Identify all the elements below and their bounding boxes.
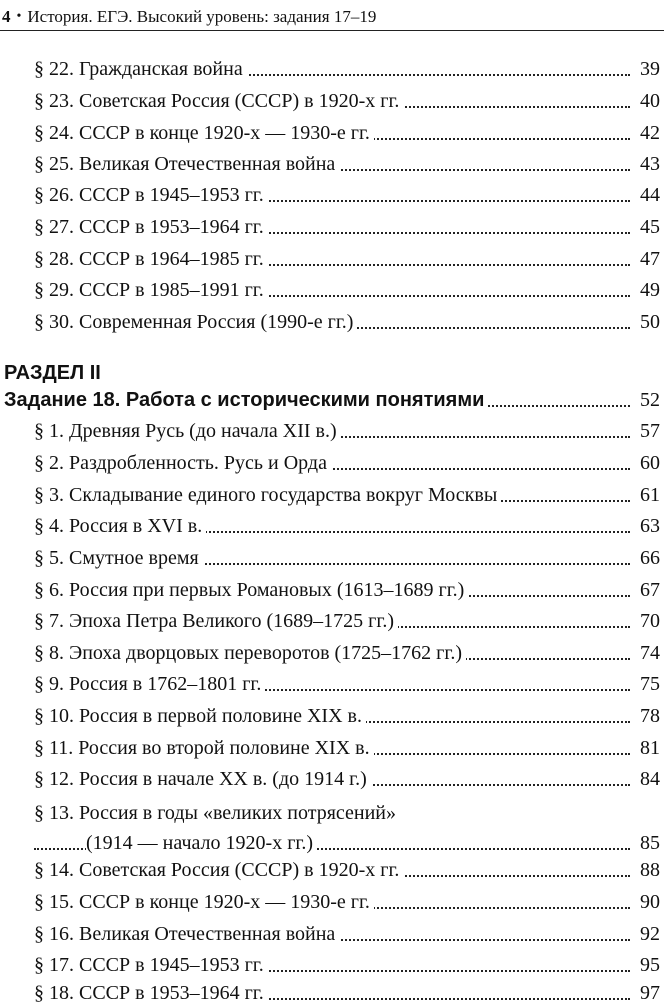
- toc-entry-label: § 2. Раздробленность. Русь и Орда: [34, 448, 331, 478]
- toc-entry[interactable]: [0, 86, 664, 116]
- toc-task-entry[interactable]: [0, 385, 664, 415]
- toc-entry-label: § 4. Россия в XVI в.: [34, 511, 206, 541]
- toc-entry[interactable]: [0, 887, 664, 917]
- toc-entry-page: 44: [636, 180, 660, 210]
- toc-entry[interactable]: [0, 212, 664, 242]
- toc-entry-label: § 25. Великая Отечественная война: [34, 149, 339, 179]
- toc-entry-page: 61: [636, 480, 660, 510]
- toc-entry-label: § 12. Россия в начале XX в. (до 1914 г.): [34, 764, 371, 794]
- toc-entry[interactable]: [0, 733, 664, 763]
- toc-entry-page: 50: [636, 307, 660, 337]
- toc-entry-label: § 17. СССР в 1945–1953 гг.: [34, 950, 268, 980]
- toc-entry[interactable]: [0, 244, 664, 274]
- toc-entry-page: 88: [636, 855, 660, 885]
- toc-entry-page: 66: [636, 543, 660, 573]
- header-bullet: •: [16, 9, 22, 24]
- toc-entry-label: § 14. Советская Россия (СССР) в 1920-х гг.: [34, 855, 403, 885]
- toc-entry[interactable]: [0, 919, 664, 949]
- toc-entry[interactable]: [0, 54, 664, 84]
- toc-entry[interactable]: [0, 575, 664, 605]
- toc-entry-label: § 9. Россия в 1762–1801 гг.: [34, 669, 265, 699]
- toc-entry-page: 43: [636, 149, 660, 179]
- toc-entry-label: § 6. Россия при первых Романовых (1613–1689 гг.): [34, 575, 468, 605]
- toc-entry-label: § 18. СССР в 1953–1964 гг.: [34, 978, 268, 1008]
- toc-entry[interactable]: [0, 855, 664, 885]
- toc-entry[interactable]: [0, 701, 664, 731]
- toc-entry-label: § 27. СССР в 1953–1964 гг.: [34, 212, 268, 242]
- toc-entry[interactable]: [0, 543, 664, 573]
- toc-entry-page: 95: [636, 950, 660, 980]
- toc-entry[interactable]: [0, 180, 664, 210]
- toc-entry-page: 57: [636, 416, 660, 446]
- toc-entry-label: § 16. Великая Отечественная война: [34, 919, 339, 949]
- toc-entry-label: § 1. Древняя Русь (до начала XII в.): [34, 416, 341, 446]
- toc-entry-label: § 5. Смутное время: [34, 543, 203, 573]
- toc-entry-page: 90: [636, 887, 660, 917]
- toc-entry[interactable]: [0, 149, 664, 179]
- toc-entry-page: 67: [636, 575, 660, 605]
- toc-entry-page: 60: [636, 448, 660, 478]
- toc-entry[interactable]: [0, 669, 664, 699]
- toc-entry[interactable]: [0, 606, 664, 636]
- section-heading: РАЗДЕЛ II: [4, 362, 101, 384]
- toc-entry[interactable]: [0, 307, 664, 337]
- toc-task-page: 52: [636, 385, 660, 415]
- toc-entry-label-continued: (1914 — начало 1920-х гг.): [86, 828, 317, 858]
- toc-entry-page: 70: [636, 606, 660, 636]
- toc-entry-label: § 15. СССР в конце 1920-х — 1930-е гг.: [34, 887, 374, 917]
- toc-entry-page: 85: [636, 828, 660, 858]
- toc-task-label: Задание 18. Работа с историческими понятиями: [4, 385, 488, 415]
- toc-entry-two-line[interactable]: [0, 798, 664, 858]
- toc-entry-page: 45: [636, 212, 660, 242]
- toc-entry-page: 49: [636, 275, 660, 305]
- toc-entry[interactable]: [0, 480, 664, 510]
- toc-entry-label: § 30. Современная Россия (1990-е гг.): [34, 307, 357, 337]
- toc-entry-page: 97: [636, 978, 660, 1008]
- toc-entry-label: § 28. СССР в 1964–1985 гг.: [34, 244, 268, 274]
- toc-entry-page: 42: [636, 118, 660, 148]
- toc-entry[interactable]: [0, 448, 664, 478]
- toc-entry[interactable]: [0, 950, 664, 980]
- toc-entry[interactable]: [0, 638, 664, 668]
- toc-entry[interactable]: [0, 416, 664, 446]
- toc-entry-label: § 11. Россия во второй половине XIX в.: [34, 733, 374, 763]
- toc-entry-label: § 10. Россия в первой половине XIX в.: [34, 701, 366, 731]
- toc-entry-label: § 7. Эпоха Петра Великого (1689–1725 гг.): [34, 606, 398, 636]
- toc-entry[interactable]: [0, 275, 664, 305]
- toc-entry-page: 40: [636, 86, 660, 116]
- toc-entry-label: § 24. СССР в конце 1920-х — 1930-е гг.: [34, 118, 374, 148]
- page-header: [0, 4, 664, 30]
- running-title: История. ЕГЭ. Высокий уровень: задания 17–19: [27, 7, 377, 26]
- toc-entry-label: § 13. Россия в годы «великих потрясений»: [34, 798, 400, 828]
- toc-entry[interactable]: [0, 978, 664, 1008]
- toc-entry[interactable]: [0, 118, 664, 148]
- toc-entry-page: 63: [636, 511, 660, 541]
- toc-entry-page: 39: [636, 54, 660, 84]
- toc-entry-page: 74: [636, 638, 660, 668]
- toc-entry-page: 84: [636, 764, 660, 794]
- toc-entry[interactable]: [0, 764, 664, 794]
- toc-entry-page: 81: [636, 733, 660, 763]
- toc-entry-page: 78: [636, 701, 660, 731]
- toc-entry-label: § 3. Складывание единого государства вокруг Москвы: [34, 480, 501, 510]
- toc-entry[interactable]: [0, 511, 664, 541]
- toc-entry-label: § 8. Эпоха дворцовых переворотов (1725–1762 гг.): [34, 638, 466, 668]
- toc-entry-page: 47: [636, 244, 660, 274]
- page-number: 4: [2, 7, 11, 26]
- toc-entry-label: § 26. СССР в 1945–1953 гг.: [34, 180, 268, 210]
- toc-entry-label: § 22. Гражданская война: [34, 54, 247, 84]
- header-rule: [0, 30, 664, 31]
- toc-entry-label: § 29. СССР в 1985–1991 гг.: [34, 275, 268, 305]
- toc-entry-page: 75: [636, 669, 660, 699]
- toc-entry-label: § 23. Советская Россия (СССР) в 1920-х гг.: [34, 86, 403, 116]
- toc-entry-page: 92: [636, 919, 660, 949]
